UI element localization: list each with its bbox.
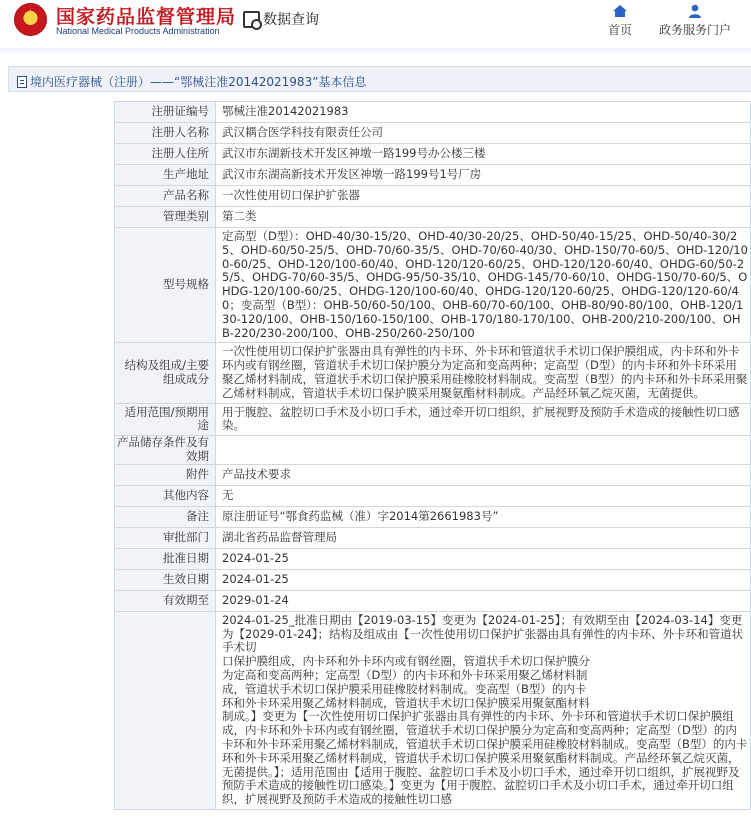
row-value: 湖北省药品监督管理局 (216, 527, 751, 548)
change-history-value (216, 611, 751, 809)
detail-table (114, 101, 751, 810)
row-label: 生效日期 (115, 569, 216, 590)
table-row (115, 228, 751, 343)
row-value: 第二类 (216, 207, 751, 228)
row-value: 定高型（D型）：OHD-40/30-15/20、OHD-40/30-20/25、OHD-50/40-15/25、OHD-50/40-30/25、OHD-60/50-25/5、OHD-70/60-35/5、OHD-70/60-40/30、OHD-150/70-60/5、OHD-120/100-60/25、OHD-120/100-60/40、OHD-120/120-60/25、OHD-120/120-60/40、OHDG-60/50-25/5、OHDG-70/60-35/5、OHDG-95/50-35/10、OHDG-145/70-60/10、OHDG-150/70-60/5、OHDG-120/100-60/25、OHDG-120/100-60/40、OHDG-120/120-60/25、OHDG-120/120-60/40；变高型（B型）：OHB-50/60-50/100、OHB-60/70-60/100、OHB-80/90-80/100、OHB-120/130-120/100、OHB-150/160-150/100、OHB-170/180-170/100、OHB-200/210-200/100、OHB-220/230-200/100、OHB-250/260-250/100 (216, 228, 751, 343)
table-row (115, 165, 751, 186)
user-icon (687, 4, 703, 18)
row-label: 型号规格 (115, 228, 216, 343)
row-label: 注册人名称 (115, 123, 216, 144)
change-line: 成，管道状手术切口保护膜采用硅橡胶材料制成。变高型（B型）的内卡 (222, 681, 587, 696)
nav-home[interactable] (607, 4, 633, 38)
row-label: 备注 (115, 506, 216, 527)
change-line: 2024-01-25_批准日期由【2019-03-15】变更为【2024-01-25】；有效期至由【2024-03-14】变更为【2029-01-24】；结构及组成由【一次性使用切口保护扩张器由具有弹性的内卡环、外卡环和管道状手术切 (222, 612, 744, 655)
row-value: 武汉市东湖新技术开发区神墩一路199号办公楼三楼 (216, 144, 751, 165)
header-divider (0, 48, 751, 54)
row-label: 附件 (115, 464, 216, 485)
row-label: 适用范围/预期用途 (115, 403, 216, 436)
row-label: 审批部门 (115, 527, 216, 548)
table-row (115, 436, 751, 465)
table-row (115, 123, 751, 144)
breadcrumb-text: 境内医疗器械（注册）——“鄂械注准20142021983”基本信息 (30, 75, 367, 89)
row-value: 鄂械注准20142021983 (216, 102, 751, 123)
row-label: 注册证编号 (115, 102, 216, 123)
site-title[interactable]: 国家药品监督管理局 (56, 6, 237, 28)
data-query-icon (243, 11, 260, 28)
row-label: 结构及组成/主要组成成分 (115, 343, 216, 403)
nav-gov-label: 政务服务门户 (658, 23, 731, 37)
row-label: 注册人住所 (115, 144, 216, 165)
change-line: 制成。】变更为【一次性使用切口保护扩张器由具有弹性的内卡环、外卡环和管道状手术切口保护膜组成，内卡环和外卡环内或有钢丝圈，管道状手术切口保护膜分为定高和变高两种；定高型（D型）的内卡环和外卡环采用聚乙烯材料制成，管道状手术切口保护膜采用硅橡胶材料制成。变高型（B型）的内卡环和外卡环采用聚乙烯材料制成，管道状手术切口保护膜采用聚氨酯材料制成。产品经环氧乙烷灭菌，无菌提供。】；适用范围由【适用于腹腔、盆腔切口手术及小切口手术，通过牵开切口组织，扩展视野及预防手术造成的接触性切口感染。】变更为【用于腹腔、盆腔切口手术及小切口手术，通过牵开切口组织，扩展视野及预防手术造成的接触性切口感 (222, 709, 748, 807)
site-header (0, 0, 751, 44)
nav-gov-services[interactable] (657, 4, 733, 38)
row-label-change-history (115, 611, 216, 809)
home-icon (612, 4, 628, 18)
change-line: 环和外卡环采用聚乙烯材料制成，管道状手术切口保护膜采用聚氨酯材料 (222, 695, 590, 710)
site-subtitle: National Medical Products Administration (56, 26, 220, 36)
table-row (115, 464, 751, 485)
data-query-label: 数据查询 (263, 12, 319, 28)
breadcrumb (8, 66, 751, 92)
table-row (115, 611, 751, 809)
table-row (115, 403, 751, 436)
row-value: 武汉耦合医学科技有限责任公司 (216, 123, 751, 144)
row-value: 2024-01-25 (216, 569, 751, 590)
row-value: 无 (216, 485, 751, 506)
table-row (115, 102, 751, 123)
change-line: 为定高和变高两种；定高型（D型）的内卡环和外卡环采用聚乙烯材料制 (222, 667, 588, 682)
row-value: 用于腹腔、盆腔切口手术及小切口手术，通过牵开切口组织，扩展视野及预防手术造成的接触性切口感染。 (216, 403, 751, 436)
table-row (115, 590, 751, 611)
change-line: 口保护膜组成，内卡环和外卡环内或有钢丝圈，管道状手术切口保护膜分 (222, 654, 590, 669)
table-row (115, 548, 751, 569)
row-label: 管理类别 (115, 207, 216, 228)
row-value: 武汉市东湖高新技术开发区神墩一路199号1号厂房 (216, 165, 751, 186)
nav-home-label: 首页 (607, 23, 632, 37)
nmpa-emblem-icon[interactable] (14, 3, 47, 36)
row-label: 其他内容 (115, 485, 216, 506)
data-query-link[interactable] (243, 9, 319, 29)
row-value (216, 436, 751, 465)
document-icon (17, 76, 27, 88)
row-label: 有效期至 (115, 590, 216, 611)
table-row (115, 343, 751, 403)
table-row (115, 207, 751, 228)
row-value: 一次性使用切口保护扩张器由具有弹性的内卡环、外卡环和管道状手术切口保护膜组成，内卡环和外卡环内或有钢丝圈，管道状手术切口保护膜分为定高和变高两种；定高型（D型）的内卡环和外卡环采用聚乙烯材料制成，管道状手术切口保护膜采用硅橡胶材料制成。变高型（B型）的内卡环和外卡环采用聚乙烯材料制成，管道状手术切口保护膜采用聚氨酯材料制成。产品经环氧乙烷灭菌，无菌提供。 (216, 343, 751, 403)
row-value: 2024-01-25 (216, 548, 751, 569)
row-label: 产品储存条件及有效期 (115, 436, 216, 465)
table-row (115, 569, 751, 590)
table-row (115, 485, 751, 506)
row-label: 批准日期 (115, 548, 216, 569)
table-row (115, 186, 751, 207)
row-value: 一次性使用切口保护扩张器 (216, 186, 751, 207)
row-label: 生产地址 (115, 165, 216, 186)
row-value: 原注册证号“鄂食药监械（准）字2014第2661983号” (216, 506, 751, 527)
row-value: 产品技术要求 (216, 464, 751, 485)
table-row (115, 144, 751, 165)
table-row (115, 506, 751, 527)
row-value: 2029-01-24 (216, 590, 751, 611)
table-row (115, 527, 751, 548)
row-label: 产品名称 (115, 186, 216, 207)
